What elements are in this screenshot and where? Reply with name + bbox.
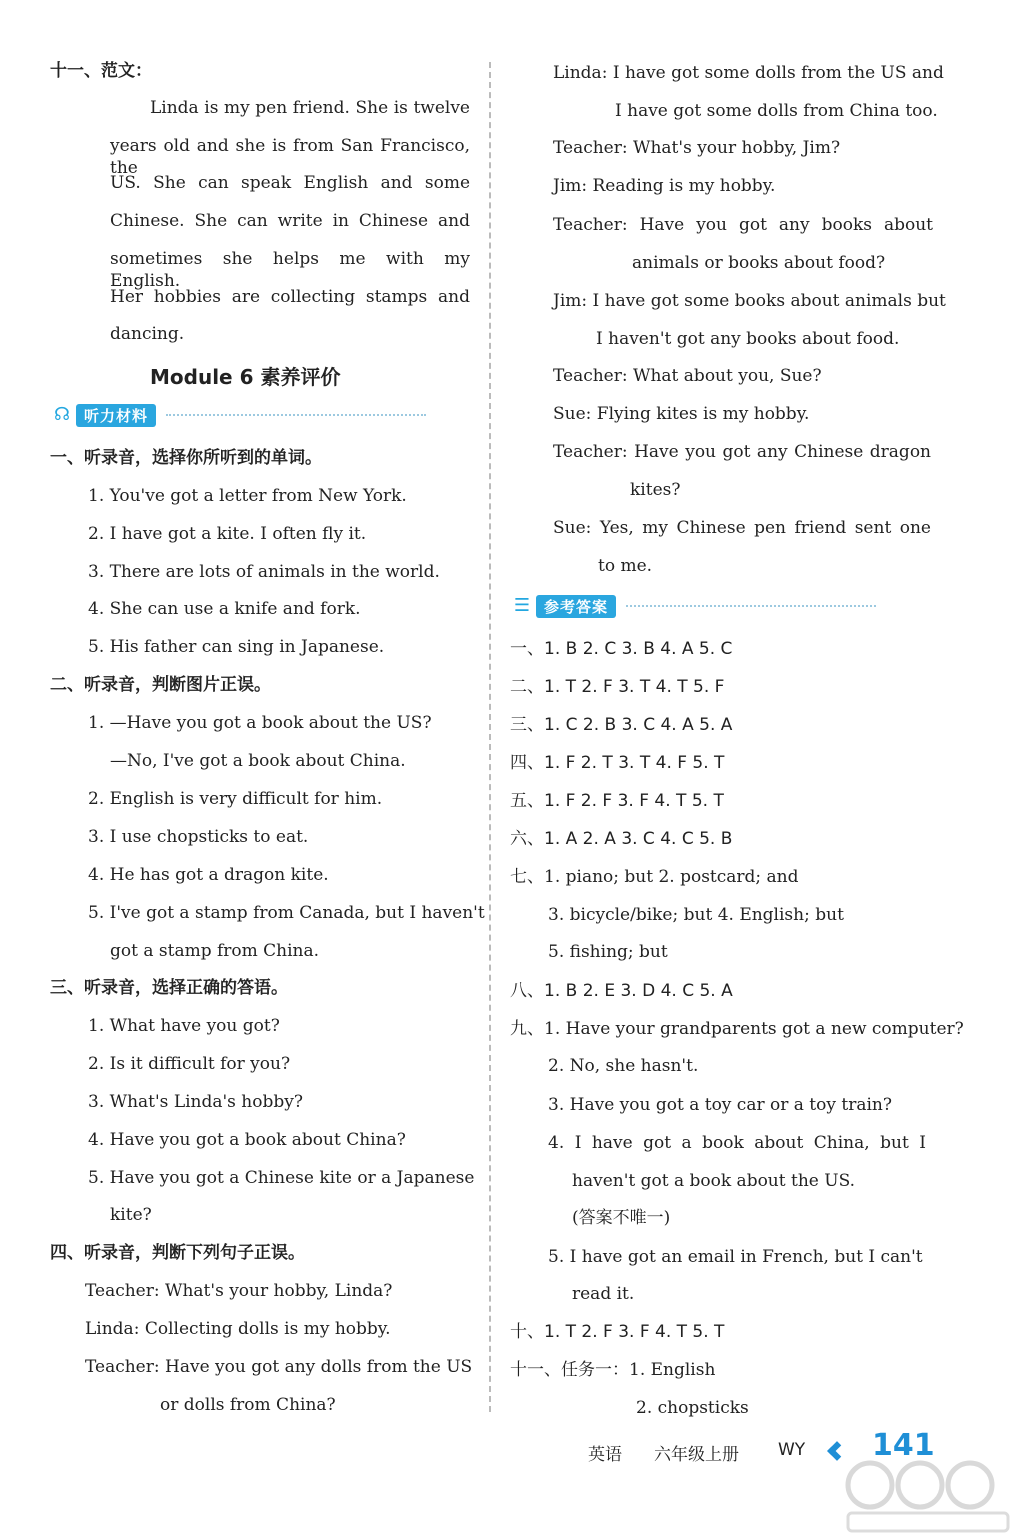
list-icon: ☰ xyxy=(513,595,531,616)
left-line: 二、听录音，判断图片正误。 xyxy=(50,675,271,695)
left-line: Linda: Collecting dolls is my hobby. xyxy=(85,1319,391,1339)
left-line: 2. Is it difficult for you? xyxy=(88,1054,291,1074)
right-line: 六、1. A 2. A 3. C 4. C 5. B xyxy=(510,829,733,849)
left-line: 5. His father can sing in Japanese. xyxy=(88,637,385,657)
right-line: to me. xyxy=(598,556,653,576)
right-line: Teacher: What's your hobby, Jim? xyxy=(553,138,841,158)
right-line: 十一、任务一：1. English xyxy=(510,1360,716,1380)
right-line: Linda: I have got some dolls from the US and xyxy=(553,63,944,83)
right-line: kites? xyxy=(630,480,681,500)
column-divider xyxy=(489,62,491,1412)
right-line: animals or books about food? xyxy=(632,253,886,273)
left-line: 5. Have you got a Chinese kite or a Japanese xyxy=(88,1168,475,1188)
module-title: Module 6 素养评价 xyxy=(150,365,341,389)
right-line: 5. fishing; but xyxy=(548,942,668,962)
right-line: haven't got a book about the US. xyxy=(572,1171,856,1191)
right-line: 3. bicycle/bike; but 4. English; but xyxy=(548,905,844,925)
right-line: 二、1. T 2. F 3. T 4. T 5. F xyxy=(510,677,725,697)
banner-dotted-line xyxy=(626,605,876,607)
listening-banner xyxy=(50,403,426,427)
right-line: 七、1. piano; but 2. postcard; and xyxy=(510,867,799,887)
left-line: 4. She can use a knife and fork. xyxy=(88,599,361,619)
left-line: 1. You've got a letter from New York. xyxy=(88,486,407,506)
left-line: 5. I've got a stamp from Canada, but I haven't xyxy=(88,903,485,923)
left-line: 一、听录音，选择你所听到的单词。 xyxy=(50,448,322,468)
right-line: Jim: I have got some books about animals but xyxy=(553,291,946,311)
answers-banner-label: 参考答案 xyxy=(536,595,616,618)
right-line: Teacher: Have you got any Chinese dragon xyxy=(553,442,931,462)
left-line: kite? xyxy=(110,1205,152,1225)
left-line: 4. Have you got a book about China? xyxy=(88,1130,406,1150)
left-line: dancing. xyxy=(110,324,185,344)
right-line: 三、1. C 2. B 3. C 4. A 5. A xyxy=(510,715,733,735)
right-line: Teacher: What about you, Sue? xyxy=(553,366,822,386)
left-line: Teacher: Have you got any dolls from the US xyxy=(85,1357,473,1377)
left-line: sometimes she helps me with my English. xyxy=(110,249,470,291)
footer-grade: 六年级上册 xyxy=(654,1445,739,1465)
left-line: 十一、范文： xyxy=(50,61,152,81)
left-line: 4. He has got a dragon kite. xyxy=(88,865,329,885)
headphones-icon: ☊ xyxy=(54,404,70,425)
right-line: Jim: Reading is my hobby. xyxy=(553,176,776,196)
listening-banner-label: 听力材料 xyxy=(76,404,156,427)
left-line: 1. What have you got? xyxy=(88,1016,280,1036)
left-line: 3. I use chopsticks to eat. xyxy=(88,827,309,847)
left-line: Teacher: What's your hobby, Linda? xyxy=(85,1281,393,1301)
left-line: years old and she is from San Francisco, the xyxy=(110,136,470,178)
right-line: 一、1. B 2. C 3. B 4. A 5. C xyxy=(510,639,733,659)
right-line: (答案不唯一) xyxy=(572,1208,671,1228)
left-line: US. She can speak English and some xyxy=(110,173,470,193)
right-line: 十、1. T 2. F 3. F 4. T 5. T xyxy=(510,1322,725,1342)
banner-dotted-line xyxy=(166,414,426,416)
watermark-logo xyxy=(840,1455,1015,1533)
footer-subject: 英语 xyxy=(588,1445,622,1465)
right-line: I haven't got any books about food. xyxy=(596,329,900,349)
page-number: 141 xyxy=(872,1428,935,1463)
left-line: or dolls from China? xyxy=(160,1395,336,1415)
right-line: 2. No, she hasn't. xyxy=(548,1056,699,1076)
left-line: 3. There are lots of animals in the world. xyxy=(88,562,440,582)
right-line: 五、1. F 2. F 3. F 4. T 5. T xyxy=(510,791,724,811)
footer-edition: WY xyxy=(778,1440,806,1460)
right-line: 九、1. Have your grandparents got a new computer? xyxy=(510,1019,964,1039)
left-line: —No, I've got a book about China. xyxy=(110,751,406,771)
right-line: 4. I have got a book about China, but I xyxy=(548,1133,926,1153)
right-line: 5. I have got an email in French, but I can't xyxy=(548,1247,923,1267)
left-line: Linda is my pen friend. She is twelve xyxy=(150,98,470,118)
right-line: read it. xyxy=(572,1284,635,1304)
right-line: Sue: Yes, my Chinese pen friend sent one xyxy=(553,518,931,538)
left-line: 1. —Have you got a book about the US? xyxy=(88,713,432,733)
right-line: 2. chopsticks xyxy=(636,1398,749,1418)
answers-banner xyxy=(510,594,876,618)
right-line: Teacher: Have you got any books about xyxy=(553,215,933,235)
right-line: I have got some dolls from China too. xyxy=(615,101,938,121)
left-line: 三、听录音，选择正确的答语。 xyxy=(50,978,288,998)
right-line: 3. Have you got a toy car or a toy train? xyxy=(548,1095,892,1115)
right-line: 四、1. F 2. T 3. T 4. F 5. T xyxy=(510,753,725,773)
left-line: 2. English is very difficult for him. xyxy=(88,789,383,809)
right-line: 八、1. B 2. E 3. D 4. C 5. A xyxy=(510,981,733,1001)
left-line: Chinese. She can write in Chinese and xyxy=(110,211,470,231)
left-line: Her hobbies are collecting stamps and xyxy=(110,287,470,307)
left-line: 2. I have got a kite. I often fly it. xyxy=(88,524,367,544)
left-line: got a stamp from China. xyxy=(110,941,320,961)
left-line: 3. What's Linda's hobby? xyxy=(88,1092,303,1112)
right-line: Sue: Flying kites is my hobby. xyxy=(553,404,810,424)
left-line: 四、听录音，判断下列句子正误。 xyxy=(50,1243,305,1263)
